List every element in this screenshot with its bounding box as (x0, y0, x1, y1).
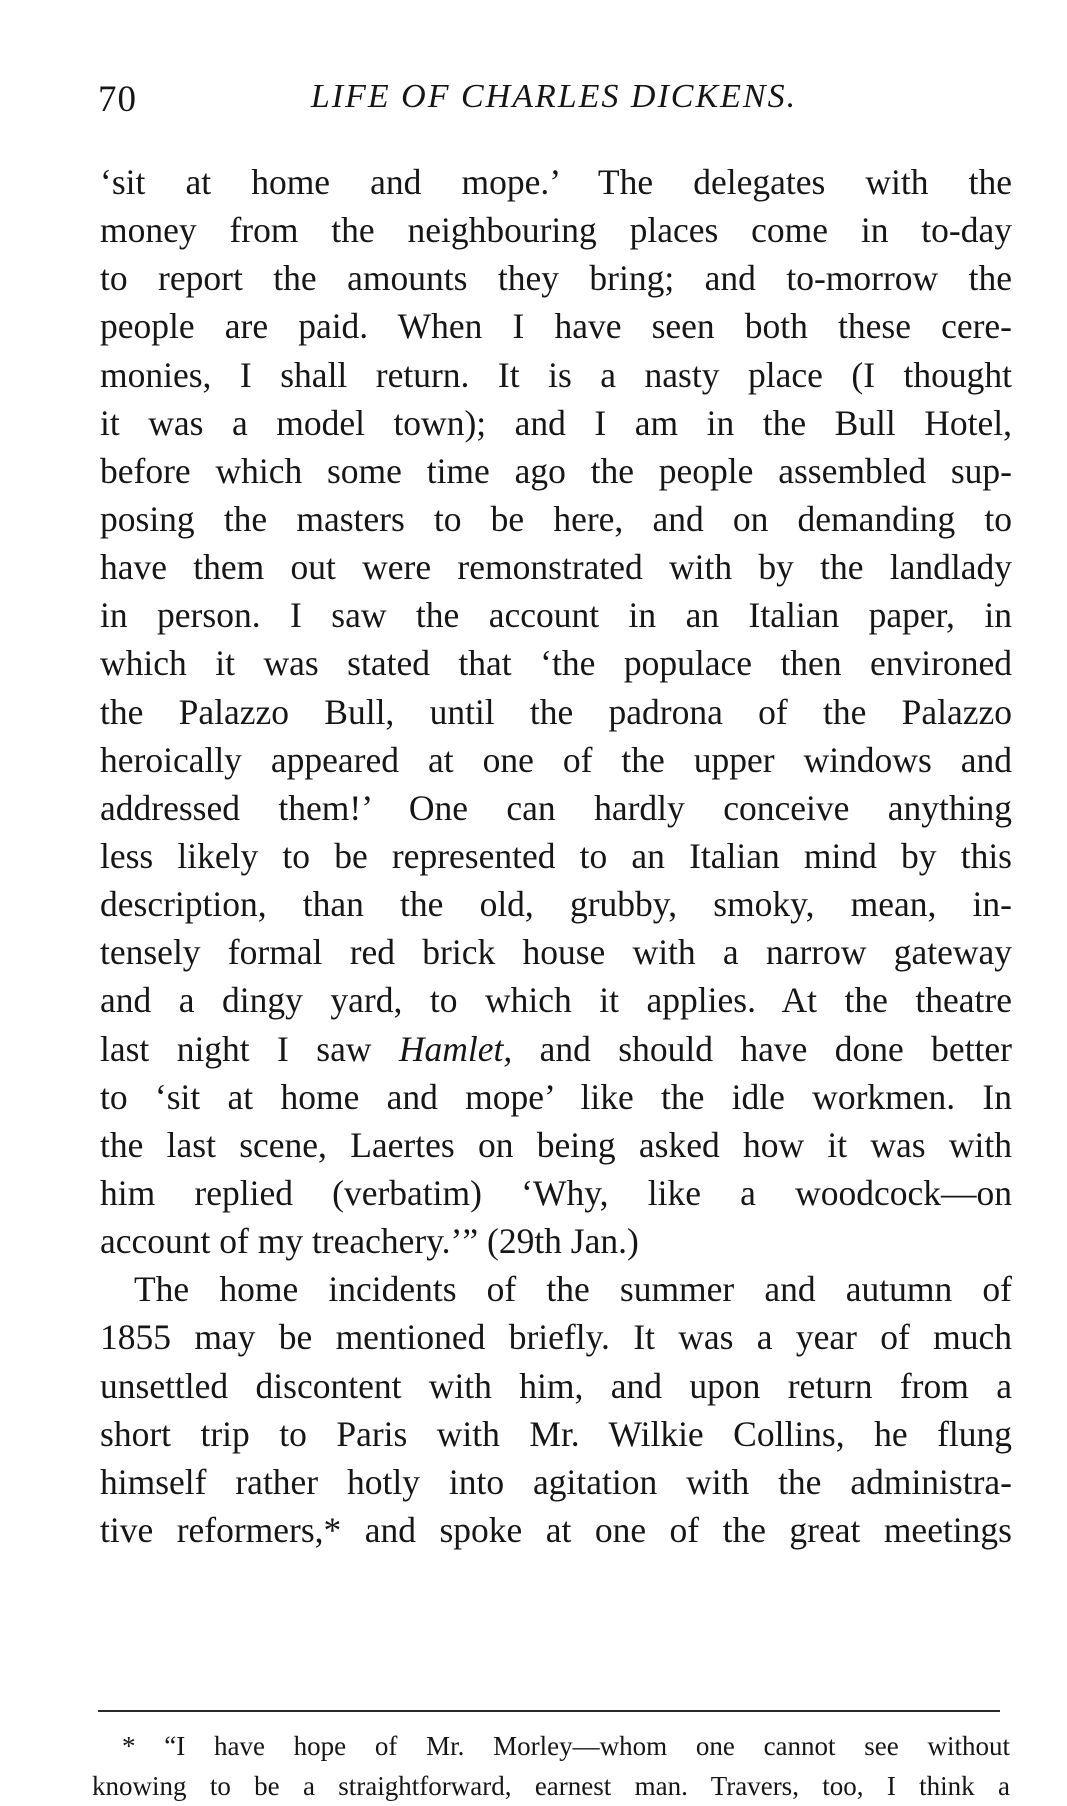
page-number: 70 (98, 79, 137, 120)
text-line: monies, I shall return. It is a nasty place (I thought (100, 354, 1012, 395)
text-line-hamlet (100, 1025, 1012, 1073)
text-line: the last scene, Laertes on being asked how it was with (100, 1124, 1012, 1165)
text-line: short trip to Paris with Mr. Wilkie Collins, he flung (100, 1413, 1012, 1454)
text-line: less likely to be represented to an Italian mind by this (100, 835, 1012, 876)
text-line: heroically appeared at one of the upper windows and (100, 739, 1012, 780)
italic-title-hamlet: Hamlet, (398, 1028, 513, 1069)
text-line: 1855 may be mentioned briefly. It was a year of much (100, 1317, 1012, 1358)
text-line: The home incidents of the summer and autumn of (134, 1269, 1012, 1310)
footnote-line: knowing to be a straightforward, earnest man. Travers, too, I think a (92, 1771, 1010, 1801)
footnote-divider (98, 1710, 1000, 1712)
text-line: account of my treachery.’” (29th Jan.) (100, 1221, 639, 1262)
text-line: him replied (verbatim) ‘Why, like a woodcock—on (100, 1172, 1012, 1213)
text-line: to report the amounts they bring; and to-morrow the (100, 258, 1012, 299)
text-line: the Palazzo Bull, until the padrona of the Palazzo (100, 691, 1012, 732)
page-header (98, 78, 1010, 128)
footnote-line: * “I have hope of Mr. Morley—whom one cannot see without (122, 1731, 1010, 1761)
text-segment: last night I saw (100, 1028, 399, 1069)
text-line: have them out were remonstrated with by the landlady (100, 547, 1012, 588)
footnote (92, 1726, 1010, 1806)
text-line: tensely formal red brick house with a narrow gateway (100, 932, 1012, 973)
text-line: money from the neighbouring places come in to-day (100, 210, 1012, 251)
text-line: before which some time ago the people assembled sup- (100, 450, 1012, 491)
text-line: tive reformers,* and spoke at one of the great meetings (100, 1509, 1012, 1550)
body-text (100, 158, 1012, 1554)
text-line: and a dingy yard, to which it applies. At the theatre (100, 980, 1012, 1021)
text-line: description, than the old, grubby, smoky, mean, in- (100, 884, 1012, 925)
text-segment: and should have done better (512, 1028, 1012, 1069)
text-line: people are paid. When I have seen both these cere- (100, 306, 1012, 347)
text-line: it was a model town); and I am in the Bull Hotel, (100, 402, 1012, 443)
text-line: which it was stated that ‘the populace then environed (100, 643, 1012, 684)
text-line: unsettled discontent with him, and upon return from a (100, 1365, 1012, 1406)
text-line: posing the masters to be here, and on demanding to (100, 498, 1012, 539)
text-line: addressed them!’ One can hardly conceive anything (100, 787, 1012, 828)
text-line: ‘sit at home and mope.’ The delegates with the (100, 162, 1012, 202)
running-title: LIFE OF CHARLES DICKENS. (310, 78, 798, 115)
text-line: in person. I saw the account in an Italian paper, in (100, 595, 1012, 636)
text-line: to ‘sit at home and mope’ like the idle workmen. In (100, 1076, 1012, 1117)
text-line: himself rather hotly into agitation with the administra- (100, 1461, 1012, 1502)
